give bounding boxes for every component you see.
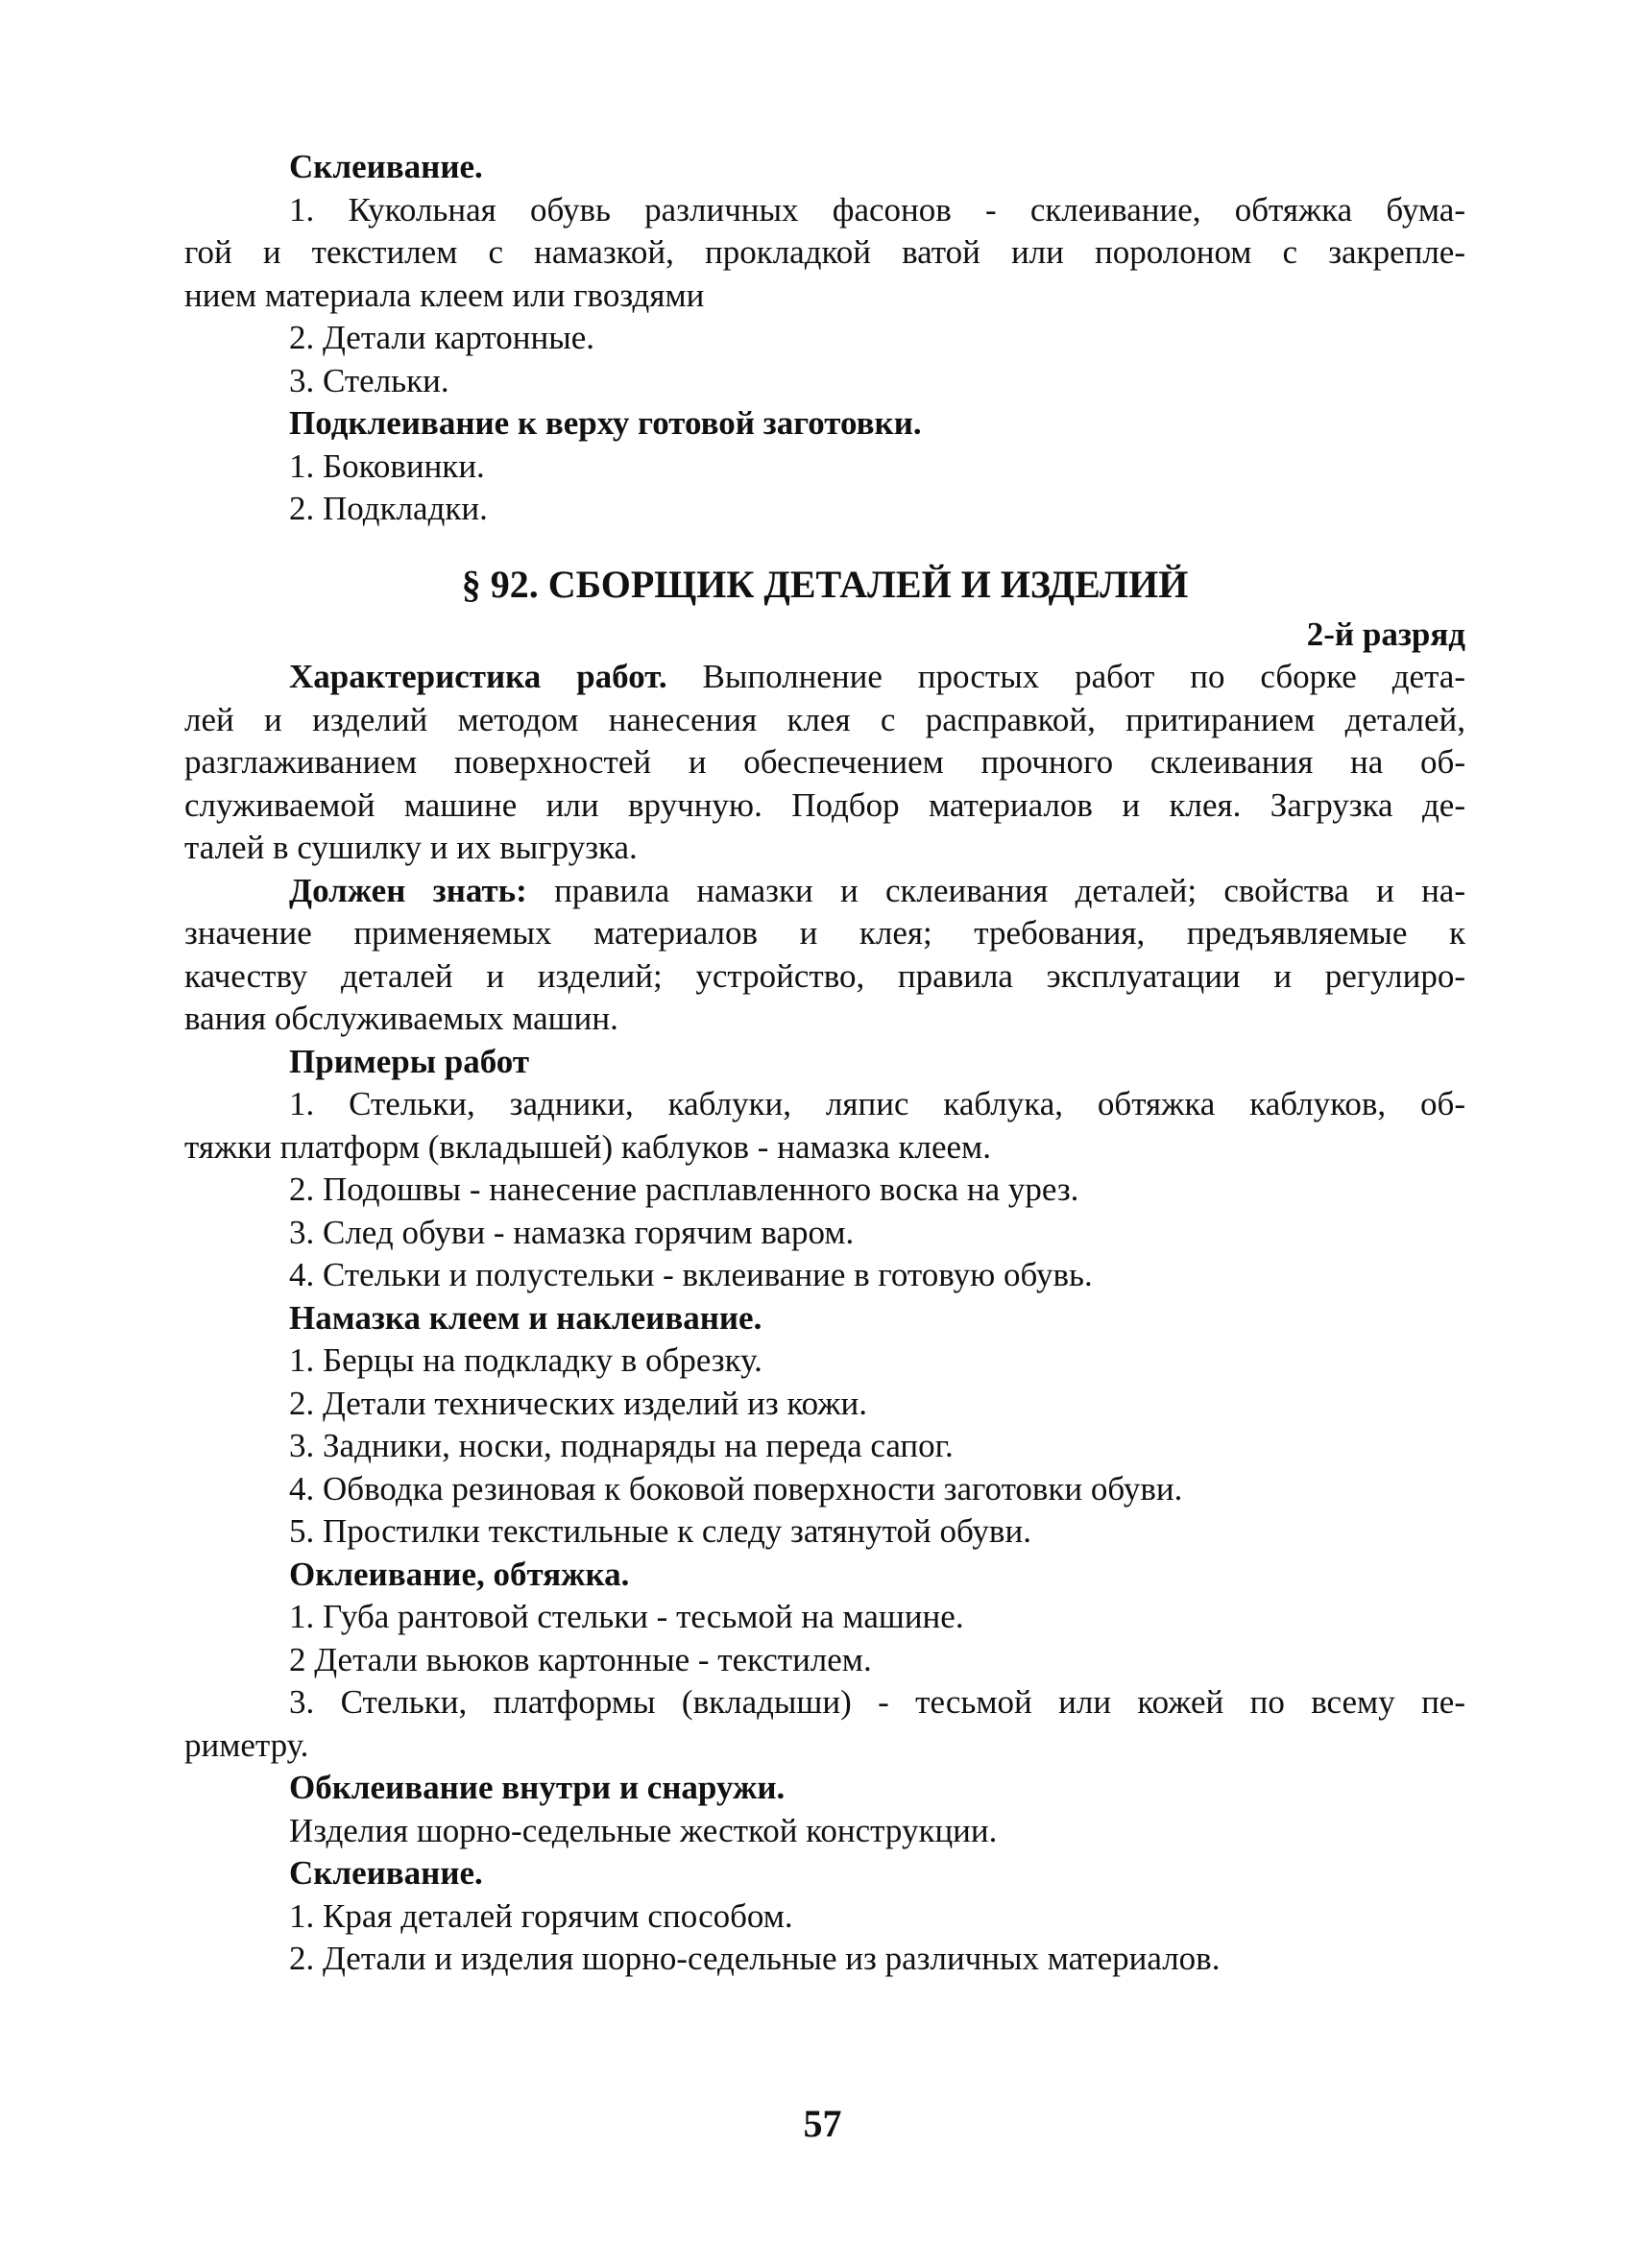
document-page	[184, 146, 1465, 1981]
list-item: 1. Боковинки.	[289, 446, 485, 485]
list-item: 2. Детали картонные.	[289, 319, 594, 356]
list-item: 2. Подкладки.	[289, 490, 488, 527]
list-item: Изделия шорно-седельные жесткой конструкции.	[289, 1811, 998, 1849]
list-item-continuation: риметру.	[184, 1725, 309, 1764]
list-item-continuation: тяжки платформ (вкладышей) каблуков - намазка клеем.	[184, 1127, 991, 1166]
section-heading-inside-outside: Обклеивание внутри и снаружи.	[289, 1769, 786, 1806]
must-know-line: вания обслуживаемых машин.	[184, 1000, 618, 1037]
list-item-continuation: гой и текстилем с намазкой, прокладкой ватой или поролоном с закрепле-	[184, 233, 1465, 271]
list-item: 5. Простилки текстильные к следу затянутой обуви.	[289, 1512, 1031, 1550]
must-know-text: правила намазки и склеивания деталей; свойства и на-	[526, 871, 1465, 909]
section-heading-glue-coating: Намазка клеем и наклеивание.	[289, 1298, 762, 1337]
section-heading-gluing: Склеивание.	[289, 148, 483, 185]
characteristics-first-line	[184, 656, 1465, 699]
must-know-line: значение применяемых материалов и клея; требования, предъявляемые к	[184, 914, 1465, 952]
list-item-continuation: нием материала клеем или гвоздями	[184, 276, 705, 314]
grade-label: 2-й разряд	[1306, 615, 1465, 653]
list-item: 3. Стельки, платформы (вкладыши) - тесьмой или кожей по всему пе-	[289, 1683, 1465, 1721]
characteristics-lead: Характеристика работ.	[289, 658, 667, 695]
list-item: 4. Стельки и полустельки - вклеивание в готовую обувь.	[289, 1256, 1093, 1293]
list-item: 4. Обводка резиновая к боковой поверхности заготовки обуви.	[289, 1469, 1183, 1508]
list-item: 3. Задники, носки, поднаряды на переда сапог.	[289, 1427, 954, 1464]
list-item: 1. Берцы на подкладку в обрезку.	[289, 1341, 762, 1379]
list-item: 2. Детали и изделия шорно-седельные из различных материалов.	[289, 1940, 1221, 1977]
list-item: 2 Детали вьюков картонные - текстилем.	[289, 1640, 872, 1678]
characteristics-text: Выполнение простых работ по сборке дета-	[666, 658, 1465, 695]
list-item: 3. След обуви - намазка горячим варом.	[289, 1213, 855, 1251]
section-heading-upper-gluing: Подклеивание к верху готовой заготовки.	[289, 404, 922, 442]
list-item: 2. Подошвы - нанесение расплавленного воска на урез.	[289, 1170, 1079, 1208]
must-know-first-line	[184, 870, 1465, 913]
characteristics-line: лей и изделий методом нанесения клея с расправкой, притиранием деталей,	[184, 700, 1465, 738]
list-item: 2. Детали технических изделий из кожи.	[289, 1384, 867, 1422]
list-item: 3. Стельки.	[289, 361, 449, 399]
must-know-line: качеству деталей и изделий; устройство, правила эксплуатации и регулиро-	[184, 956, 1465, 995]
list-item: 1. Губа рантовой стельки - тесьмой на машине.	[289, 1598, 964, 1635]
examples-heading: Примеры работ	[289, 1042, 530, 1080]
list-item: 1. Кукольная обувь различных фасонов - склеивание, обтяжка бума-	[289, 190, 1465, 229]
page-number: 57	[803, 2102, 842, 2145]
list-item: 1. Края деталей горячим способом.	[289, 1896, 793, 1935]
must-know-lead: Должен знать:	[289, 871, 527, 909]
section-heading-wrapping: Оклеивание, обтяжка.	[289, 1555, 630, 1593]
section-heading-gluing-2: Склеивание.	[289, 1854, 483, 1892]
list-item: 1. Стельки, задники, каблуки, ляпис каблука, обтяжка каблуков, об-	[289, 1085, 1465, 1122]
characteristics-line: талей в сушилку и их выгрузка.	[184, 829, 638, 866]
characteristics-line: разглаживанием поверхностей и обеспечением прочного склеивания на об-	[184, 743, 1465, 781]
characteristics-line: служиваемой машине или вручную. Подбор материалов и клея. Загрузка де-	[184, 785, 1465, 824]
paragraph-title: § 92. СБОРЩИК ДЕТАЛЕЙ И ИЗДЕЛИЙ	[461, 562, 1189, 606]
